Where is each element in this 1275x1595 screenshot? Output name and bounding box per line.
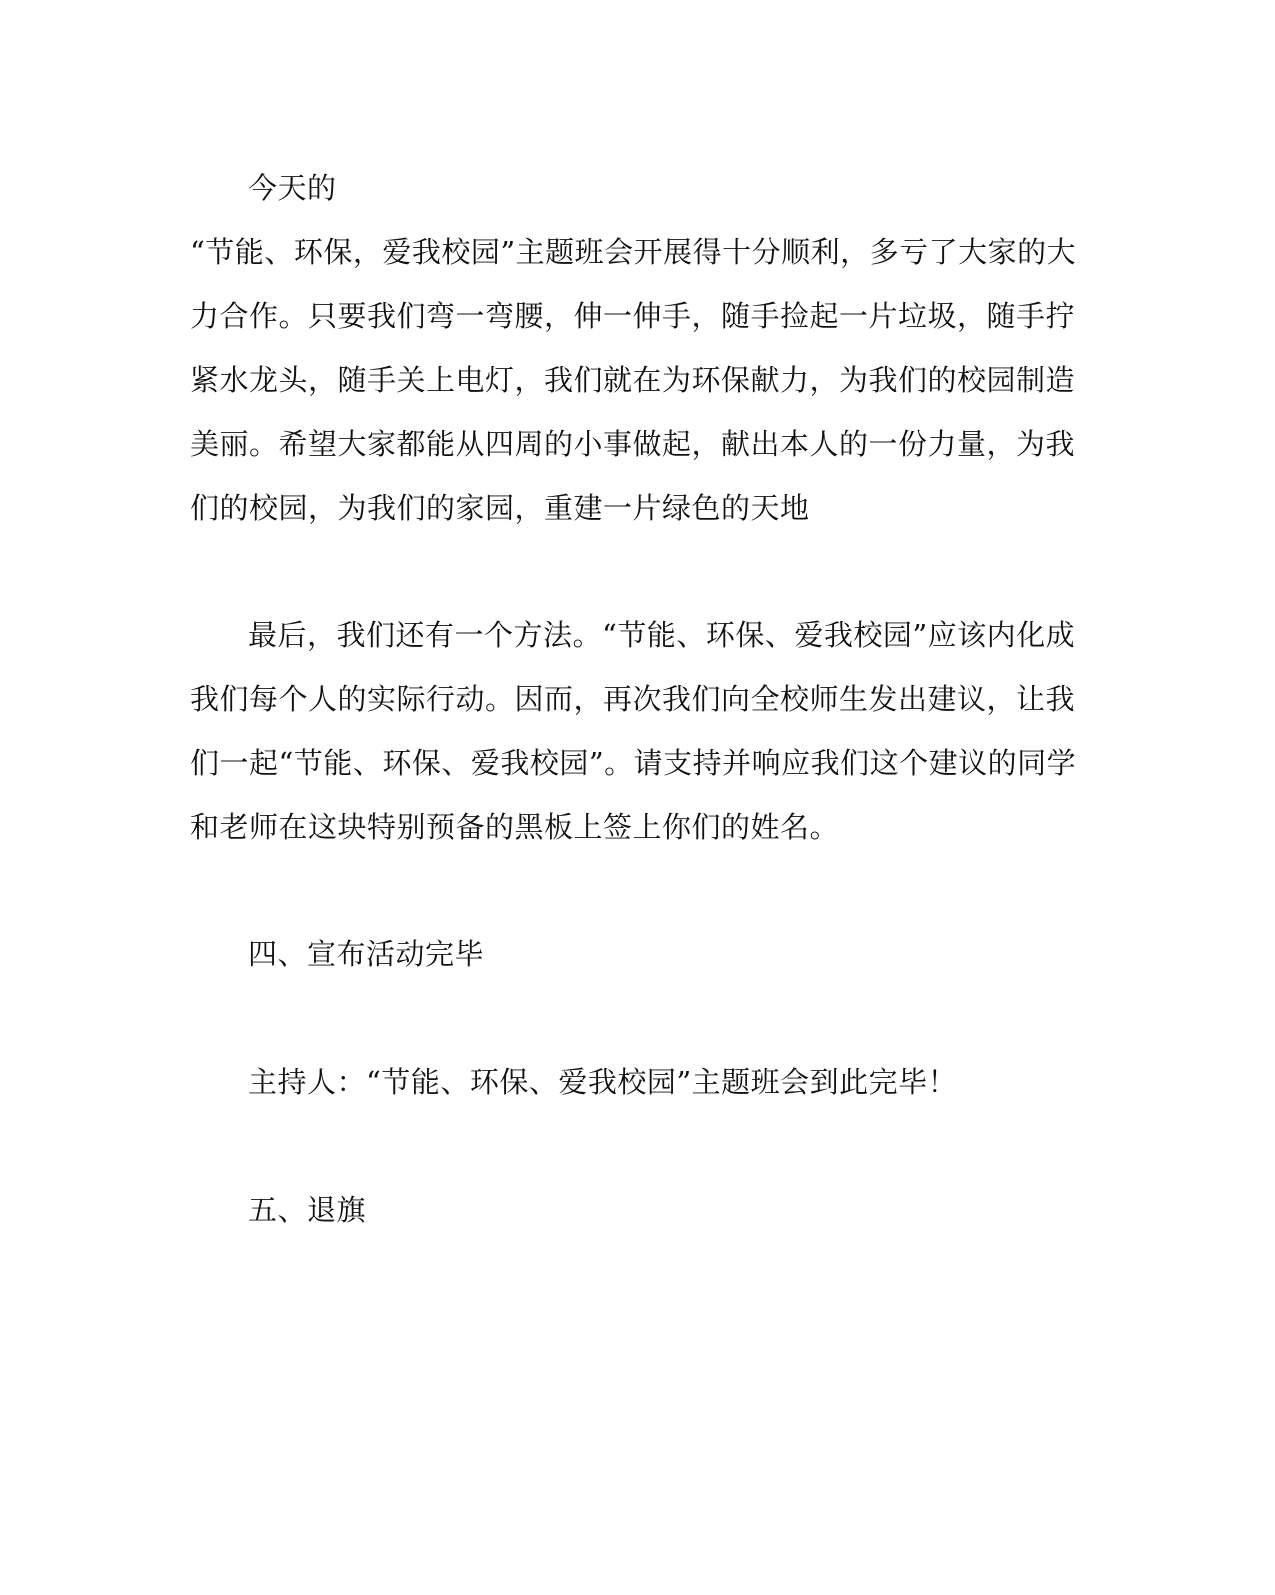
host-closing-line: 主持人：“节能、环保、爱我校园”主题班会到此完毕！ [248, 1065, 958, 1099]
paragraph-1-line-4: 紧水龙头，随手关上电灯，我们就在为环保献力，为我们的校园制造 [190, 363, 1076, 397]
paragraph-2-line-2: 我们每个人的实际行动。因而，再次我们向全校师生发出建议，让我 [190, 682, 1076, 716]
paragraph-2-line-3: 们一起“节能、环保、爱我校园”。请支持并响应我们这个建议的同学 [190, 746, 1077, 780]
paragraph-1-line-6: 们的校园，为我们的家园，重建一片绿色的天地 [190, 491, 810, 525]
paragraph-2-line-1: 最后，我们还有一个方法。“节能、环保、爱我校园”应该内化成 [248, 618, 1076, 652]
paragraph-1-line-2: “节能、环保，爱我校园”主题班会开展得十分顺利，多亏了大家的大 [190, 235, 1077, 269]
section-4-heading: 四、宣布活动完毕 [248, 937, 485, 971]
section-5-heading: 五、退旗 [248, 1193, 367, 1227]
paragraph-1-line-1: 今天的 [248, 171, 337, 205]
paragraph-1-line-3: 力合作。只要我们弯一弯腰，伸一伸手，随手捡起一片垃圾，随手拧 [190, 299, 1076, 333]
paragraph-1-line-5: 美丽。希望大家都能从四周的小事做起，献出本人的一份力量，为我 [190, 427, 1076, 461]
paragraph-2-line-4: 和老师在这块特别预备的黑板上签上你们的姓名。 [190, 810, 840, 844]
